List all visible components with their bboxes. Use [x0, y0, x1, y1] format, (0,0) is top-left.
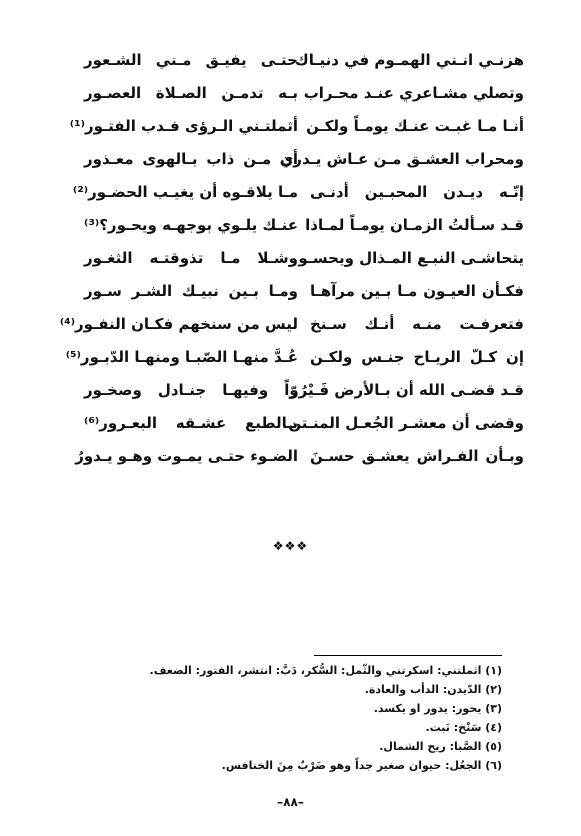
verse-10-first-hemistich: إن كـلّ الريـاح جنـس ولكـن [310, 348, 524, 366]
verse-3-second-hemistich: أثملتـني الـرؤى فـدب الفتـور⁽¹⁾ [69, 117, 298, 135]
verse-10 [65, 341, 524, 374]
verse-12-second-hemistich: بـالطبع عشـقه البعـرور⁽⁶⁾ [84, 414, 298, 432]
verse-1 [84, 44, 524, 77]
footnote-6: (٦) الجعُل: حيوان صغير جداً وهو ضَرْبٌ مِنَ الخنافس. [221, 759, 502, 772]
verse-12-first-hemistich: وقضى أن معشـر الجُعـل المنـتن [288, 414, 524, 432]
verse-1-first-hemistich: هزنـي انـني الهمـوم في دنيـاك [295, 51, 524, 69]
verse-2-first-hemistich: وتصلي مشـاعري عنـد محـراب [303, 84, 524, 102]
verse-2 [84, 77, 524, 110]
verse-8-first-hemistich: فكـأن العيـون مـا بـين مرآهـا [310, 282, 524, 300]
footnote-5: (٥) الصَّبا: ريح الشمال. [379, 740, 502, 753]
verse-4-second-hemistich: أن مـن ذاب بـالهوى معـذور [84, 150, 298, 168]
verse-8-second-hemistich: ومـا بـين نبيـك الشـر سـور [84, 282, 298, 300]
verse-1-second-hemistich: حتـى يفيـق مـني الشـعور [84, 51, 298, 69]
footnote-divider [314, 655, 502, 656]
verse-6-second-hemistich: عنـك يلـوي بوجهـه ويحـور؟⁽³⁾ [84, 216, 298, 234]
verse-5 [72, 176, 524, 209]
verse-5-second-hemistich: مـا يلاقـوه أن يغيـب الحضـور⁽²⁾ [72, 183, 298, 201]
verse-9 [59, 308, 524, 341]
footnote-2: (٢) الدّيدن: الدأب والعادة. [364, 683, 502, 696]
verse-7-second-hemistich: وشـلا مـا تذوقتـه الثغـور [84, 249, 298, 267]
verse-8 [84, 275, 524, 308]
footnote-3: (٣) يحور: يدور او يكسد. [373, 702, 502, 715]
verse-4-first-hemistich: ومحراب العشـق مـن عـاش يـدري [279, 150, 524, 168]
verse-4 [84, 143, 524, 176]
verse-5-first-hemistich: إنّـه ديـدن المحبـين أدنـى [310, 183, 524, 201]
verse-12 [84, 407, 524, 440]
verse-9-first-hemistich: فتعرفـت منـه أنـك سـنخ [310, 315, 524, 333]
verse-11 [84, 374, 524, 407]
verse-13-second-hemistich: الضـوء حتـى يمـوت وهـو يـدورُ [75, 447, 298, 465]
verse-13 [75, 440, 524, 473]
verse-3 [69, 110, 524, 143]
verse-10-second-hemistich: عُـدَّ منهـا الصّبـا ومنهـا الدّبـور⁽⁵⁾ [65, 348, 298, 366]
verse-7-first-hemistich: يتحاشـى النبـع المـذال ويحسـو [298, 249, 524, 267]
verse-13-first-hemistich: وبـأن الفـراش يعشـق حسـنَ [310, 447, 524, 465]
verse-9-second-hemistich: ليس من سنخهم فكـان النفـور⁽⁴⁾ [59, 315, 298, 333]
page-number: –٨٨– [277, 795, 304, 809]
poem [59, 44, 524, 473]
verse-11-second-hemistich: زاً وفيهـا جنـادل وصخـور [84, 381, 298, 399]
verse-6-first-hemistich: قـد سـألتُ الزمـان يومـاً لمـاذا [305, 216, 524, 234]
verse-2-second-hemistich: بـه تدمـن الصـلاة العصـور [84, 84, 298, 102]
footnote-4: (٤) سَنْخ: نَبت. [425, 721, 502, 734]
verse-11-first-hemistich: قـد قضـى الله أن بـالأرض فَـيْرُوّ [289, 381, 524, 399]
footnotes [150, 661, 502, 775]
verse-6 [84, 209, 524, 242]
verse-7 [84, 242, 524, 275]
section-ornament: ❖❖❖ [272, 539, 309, 553]
footnote-1: (١) اثملتني: اسكرتني والثّمل: السُّكر، دَبَّ: انتشر، الفتور: الضعف. [149, 664, 502, 677]
verse-3-first-hemistich: أنـا مـا غبـت عنـك يومـاً ولكـن [306, 117, 524, 135]
